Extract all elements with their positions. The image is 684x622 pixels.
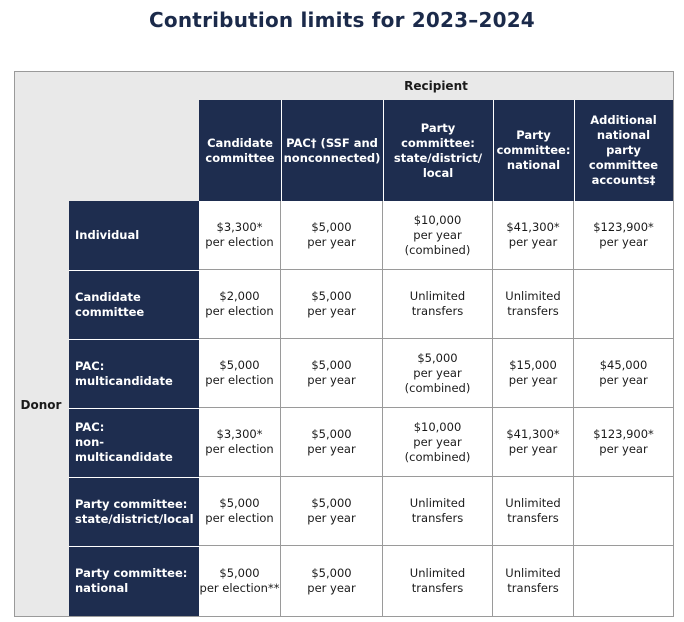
table-cell: Unlimited transfers (493, 477, 574, 546)
table-cell: $15,000 per year (493, 339, 574, 408)
column-header-pac: PAC† (SSF and nonconnected) (283, 135, 381, 165)
column-header-divider (281, 100, 282, 201)
table-cell: $41,300* per year (493, 201, 574, 270)
row-header-divider (69, 408, 199, 409)
column-header-divider (574, 100, 575, 201)
table-cell: $5,000 per year (281, 270, 383, 339)
table-cell (574, 477, 673, 546)
table-cell: $123,900* per year (574, 408, 673, 477)
table-cell: $5,000 per year (281, 339, 383, 408)
recipient-label: Recipient (404, 79, 468, 93)
column-header-divider (383, 100, 384, 201)
page-title: Contribution limits for 2023–2024 (149, 8, 535, 32)
donor-label: Donor (20, 398, 62, 412)
row-header-candidate-committee: Candidate committee (75, 289, 145, 319)
row-header-divider (69, 270, 199, 271)
row-header-pac-multicandidate: PAC: multicandidate (75, 358, 173, 388)
table-cell: Unlimited transfers (493, 546, 574, 616)
table-cell: $41,300* per year (493, 408, 574, 477)
column-header-additional-accounts: Additional national party committee accounts‡ (588, 113, 659, 187)
table-cell: $10,000 per year (combined) (383, 408, 493, 477)
row-header-pac-non-multicandidate: PAC: non- multicandidate (75, 420, 173, 464)
row-header-divider (69, 339, 199, 340)
table-cell: Unlimited transfers (383, 546, 493, 616)
table-cell: $5,000 per election** (199, 546, 281, 616)
column-header-party-national: Party committee: national (496, 128, 571, 172)
table-cell: $5,000 per year (281, 408, 383, 477)
column-header-candidate-committee: Candidate committee (205, 135, 275, 165)
table-cell: $3,300* per election (199, 201, 281, 270)
row-header-party-national: Party committee: national (75, 566, 188, 595)
table-cell: Unlimited transfers (383, 270, 493, 339)
table-cell (574, 546, 673, 616)
row-header-divider (69, 546, 199, 547)
table-cell: Unlimited transfers (493, 270, 574, 339)
row-header-party-state: Party committee: state/district/local (75, 496, 194, 526)
table-cell: $5,000 per year (combined) (383, 339, 493, 408)
table-cell: $5,000 per election (199, 477, 281, 546)
table-cell: $45,000 per year (574, 339, 673, 408)
table-cell: $5,000 per year (281, 546, 383, 616)
column-header-divider (493, 100, 494, 201)
table-corner (15, 72, 199, 201)
table-cell: $3,300* per election (199, 408, 281, 477)
column-header-party-state: Party committee: state/district/ local (393, 120, 483, 180)
table-cell: $2,000 per election (199, 270, 281, 339)
table-cell: $5,000 per election (199, 339, 281, 408)
table-cell: $10,000 per year (combined) (383, 201, 493, 270)
table-cell: Unlimited transfers (383, 477, 493, 546)
table-cell (574, 270, 673, 339)
row-header-individual: Individual (75, 228, 140, 242)
row-header-divider (69, 477, 199, 478)
table-cell: $5,000 per year (281, 477, 383, 546)
table-cell: $5,000 per year (281, 201, 383, 270)
table-cell: $123,900* per year (574, 201, 673, 270)
